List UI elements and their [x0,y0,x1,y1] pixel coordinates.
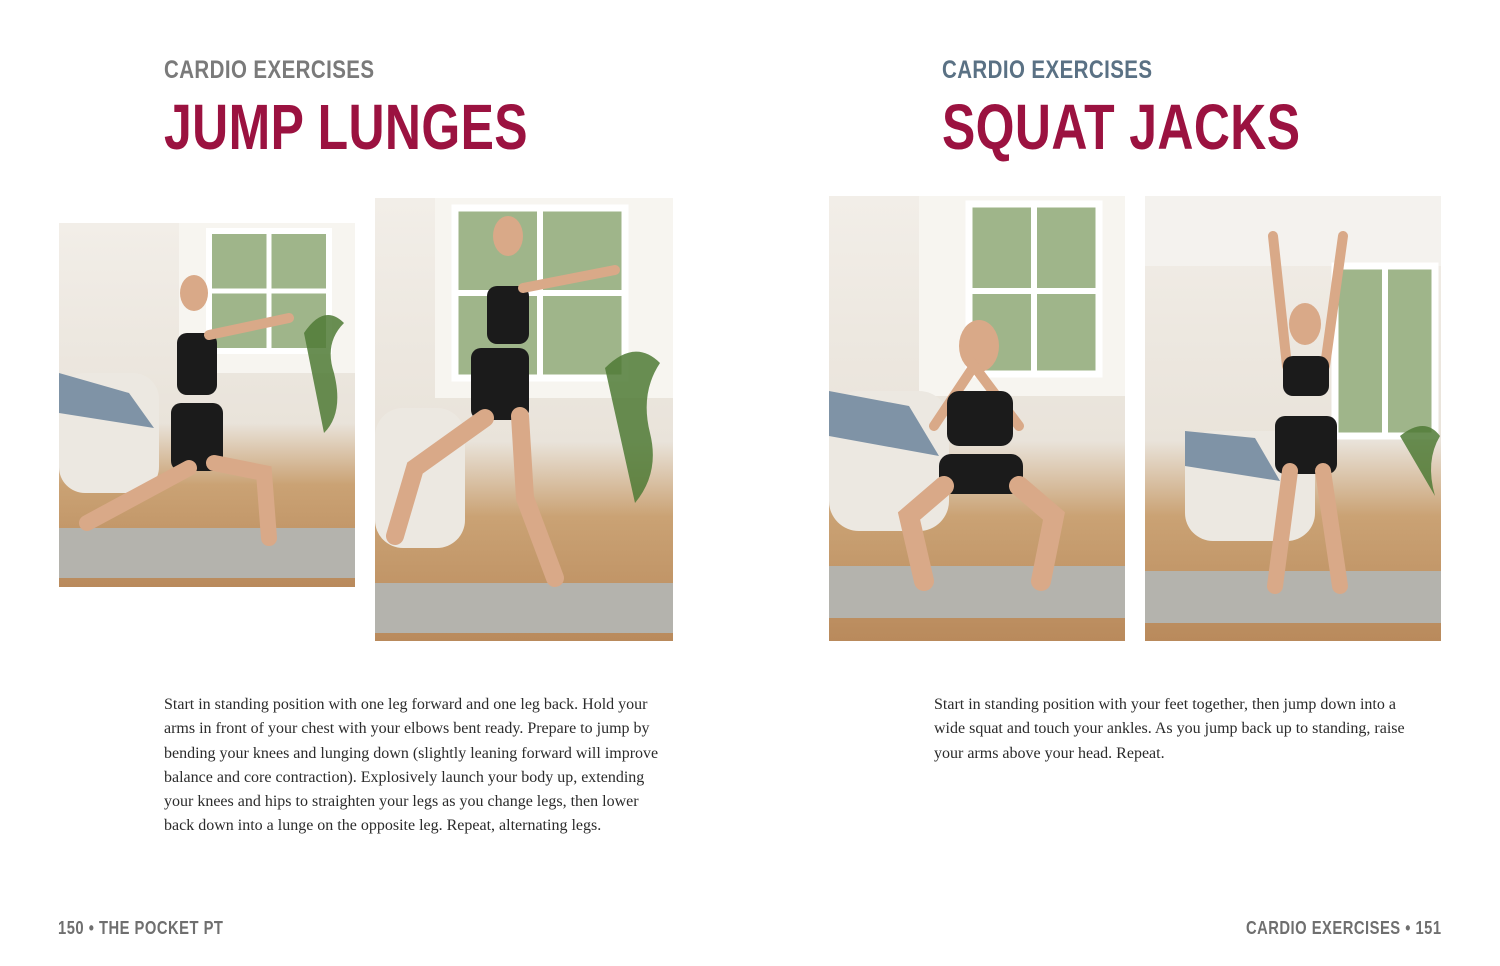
jump-lunge-photo-air [375,198,673,641]
squat-jack-photo-jump [1145,196,1441,641]
right-folio: CARDIO EXERCISES • 151 [1246,918,1442,938]
right-instructions: Start in standing position with your feet together, then jump down into a wide squat and touch your ankles. As you jump back up to standing, raise your arms above your head. Repeat. [934,696,1405,762]
right-section-kicker: CARDIO EXERCISES [942,56,1153,84]
left-folio: 150 • THE POCKET PT [58,918,224,938]
left-section-kicker: CARDIO EXERCISES [164,56,375,84]
left-exercise-title: JUMP LUNGES [164,91,528,163]
left-instructions: Start in standing position with one leg forward and one leg back. Hold your arms in front of your chest with your elbows bent ready. Prepare to jump by bending your knees and lunging down (slightly leaning forward will improve balance and core contraction). Explosively launch your body up, extending your knees and hips to straighten your legs as you change legs, then lower back down into a lunge on the opposite leg. Repeat, alternating legs. [164,696,659,835]
right-exercise-title: SQUAT JACKS [942,91,1301,163]
squat-jack-photo-squat [829,196,1125,641]
jump-lunge-photo-down [59,223,355,587]
